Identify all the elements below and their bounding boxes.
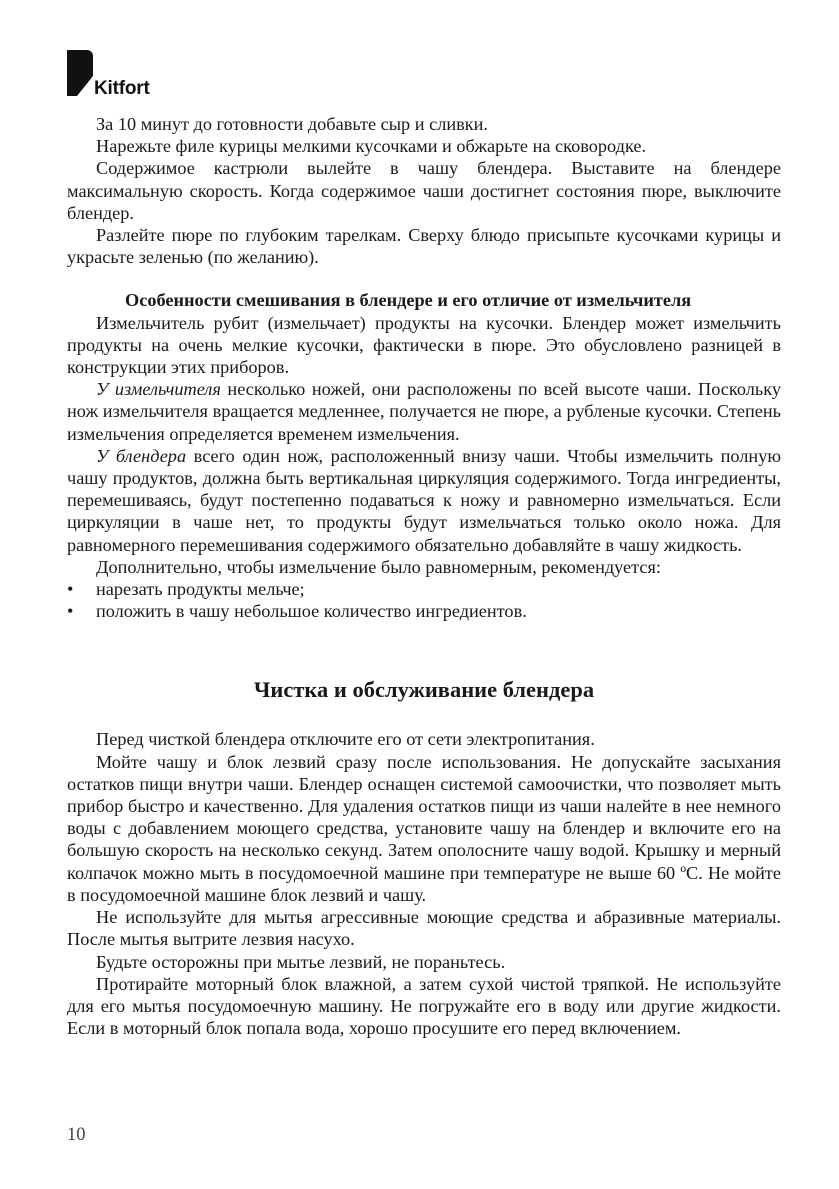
page-number: 10: [67, 1125, 86, 1145]
paragraph: Содержимое кастрюли вылейте в чашу блендера. Выставите на блендере максимальную скорость. Когда содержимое чаши достигнет состояния пюре, выключите блендер.: [67, 158, 781, 223]
section-title: Чистка и обслуживание блендера: [253, 677, 595, 703]
paragraph: [67, 378, 781, 445]
kitfort-logo-icon: [67, 50, 93, 98]
paragraph: За 10 минут до готовности добавьте сыр и сливки.: [96, 114, 488, 134]
document-body: [67, 113, 781, 1039]
bullet-icon: •: [67, 601, 74, 622]
italic-term: У блендера: [96, 445, 187, 466]
paragraph: Мойте чашу и блок лезвий сразу после использования. Не допускайте засыхания остатков пищи внутри чаши. Блендер оснащен системой самоочистки, что позволяет мыть прибор быстро и качественно. Для удаления остатков пищи из чаши налейте в нее немного воды с добавлением моющего средства, установите чашу на блендер и включите его на большую скорость на несколько секунд. Затем ополосните чашу водой. Крышку и мерный колпачок можно мыть в посудомоечной машине при температуре не выше 60 ºС. Не мойте в посудомоечной машине блок лезвий и чашу.: [67, 751, 781, 905]
paragraph: [67, 445, 781, 556]
paragraph: Будьте осторожны при мытье лезвий, не пораньтесь.: [96, 951, 506, 972]
section-subheading: Особенности смешивания в блендере и его отличие от измельчителя: [125, 290, 692, 311]
list-item: [67, 600, 781, 622]
list-item: [67, 578, 781, 600]
paragraph: Нарежьте филе курицы мелкими кусочками и обжарьте на сковородке.: [96, 136, 647, 157]
paragraph: Разлейте пюре по глубоким тарелкам. Сверху блюдо присыпьте кусочками курицы и украсьте зеленью (по желанию).: [67, 225, 781, 268]
brand-name: Kitfort: [94, 78, 150, 99]
spacer: [67, 268, 781, 289]
paragraph: Перед чисткой блендера отключите его от сети электропитания.: [96, 729, 595, 750]
bullet-list: [67, 578, 781, 622]
paragraph: Не используйте для мытья агрессивные моющие средства и абразивные материалы. После мытья вытрите лезвия насухо.: [67, 907, 781, 950]
paragraph-text: несколько ножей, они расположены по всей высоте чаши. Поскольку нож измельчителя вращается медленнее, получается не пюре, а рубленые кусочки. Степень измельчения определяется временем измельчения.: [67, 379, 781, 444]
italic-term: У измельчителя: [96, 379, 221, 400]
paragraph: Измельчитель рубит (измельчает) продукты на кусочки. Блендер может измельчить продукты на очень мелкие кусочки, фактически в пюре. Это обусловлено разницей в конструкции этих приборов.: [67, 312, 781, 378]
paragraph: Протирайте моторный блок влажной, а затем сухой чистой тряпкой. Не используйте для его мытья посудомоечную машину. Не погружайте его в воду или другие жидкости. Если в моторный блок попала вода, хорошо просушите его перед включением.: [67, 973, 781, 1039]
list-item-text: положить в чашу небольшое количество ингредиентов.: [96, 601, 527, 622]
list-item-text: нарезать продукты мельче;: [96, 579, 305, 600]
brand-logo: [67, 50, 177, 100]
paragraph-text: всего один нож, расположенный внизу чаши. Чтобы измельчить полную чашу продуктов, должна быть вертикальная циркуляция содержимого. Тогда ингредиенты, перемешиваясь, будут постепенно подаваться к ножу и равномерно измельчаться. Если циркуляции в чаше нет, то продукты будут измельчаться только около ножа. Для равномерного перемешивания содержимого обязательно добавляйте в чашу жидкость.: [67, 445, 781, 555]
paragraph: Дополнительно, чтобы измельчение было равномерным, рекомендуется:: [96, 556, 661, 577]
bullet-icon: •: [67, 579, 74, 600]
